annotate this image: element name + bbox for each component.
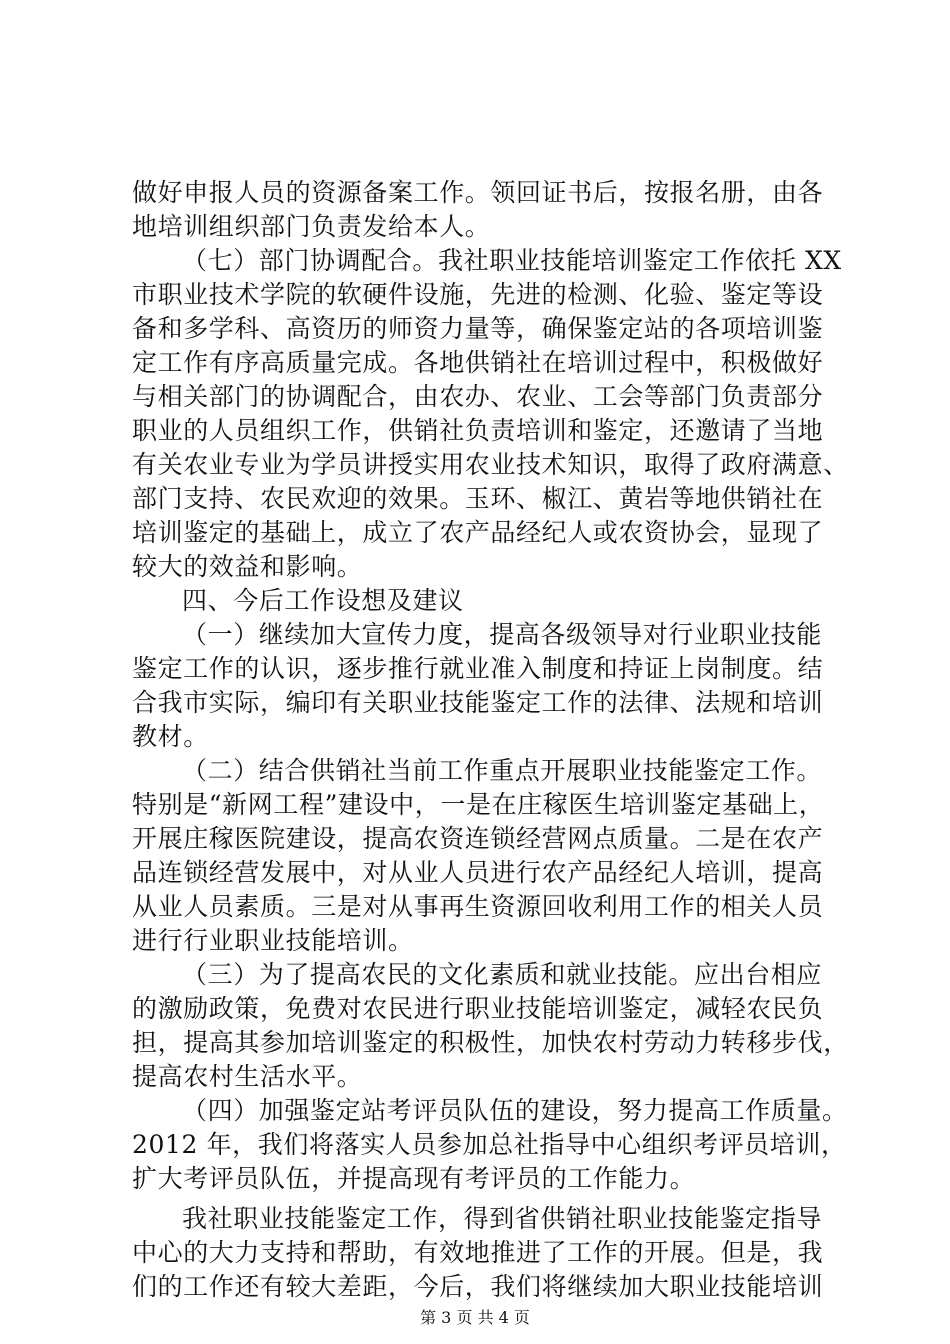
text-line: 担，提高其参加培训鉴定的积极性，加快农村劳动力转移步伐，: [132, 1028, 849, 1057]
text-line: 从业人员素质。三是对从事再生资源回收利用工作的相关人员: [132, 892, 824, 921]
text-line: 职业的人员组织工作，供销社负责培训和鉴定，还邀请了当地: [132, 416, 824, 445]
text-line: 鉴定工作的认识，逐步推行就业准入制度和持证上岗制度。结: [132, 654, 824, 683]
text-line: 品连锁经营发展中，对从业人员进行农产品经纪人培训，提高: [132, 858, 824, 887]
text-line: （七）部门协调配合。我社职业技能培训鉴定工作依托 XX: [182, 246, 842, 275]
text-line: 地培训组织部门负责发给本人。: [132, 212, 491, 241]
text-line: 的激励政策，免费对农民进行职业技能培训鉴定，减轻农民负: [132, 994, 824, 1023]
text-line: 与相关部门的协调配合，由农办、农业、工会等部门负责部分: [132, 382, 824, 411]
text-line: （四）加强鉴定站考评员队伍的建设，努力提高工作质量。: [182, 1096, 848, 1125]
text-line: 市职业技术学院的软硬件设施，先进的检测、化验、鉴定等设: [132, 280, 824, 309]
section-heading: 四、今后工作设想及建议: [182, 586, 464, 615]
page-footer: 第 3 页 共 4 页: [420, 1308, 530, 1327]
text-line: 提高农村生活水平。: [132, 1062, 363, 1091]
text-line: 我社职业技能鉴定工作，得到省供销社职业技能鉴定指导: [182, 1204, 823, 1233]
text-line: 做好申报人员的资源备案工作。领回证书后，按报名册，由各: [132, 178, 824, 207]
text-line: 特别是“新网工程”建设中，一是在庄稼医生培训鉴定基础上，: [132, 790, 825, 819]
text-line: 较大的效益和影响。: [132, 552, 363, 581]
text-line: 有关农业专业为学员讲授实用农业技术知识，取得了政府满意、: [132, 450, 849, 479]
text-line: （三）为了提高农民的文化素质和就业技能。应出台相应: [182, 960, 823, 989]
text-line: 开展庄稼医院建设，提高农资连锁经营网点质量。二是在农产: [132, 824, 824, 853]
text-line: （一）继续加大宣传力度，提高各级领导对行业职业技能: [182, 620, 823, 649]
text-line: 定工作有序高质量完成。各地供销社在培训过程中，积极做好: [132, 348, 824, 377]
text-line: 们的工作还有较大差距，今后，我们将继续加大职业技能培训: [132, 1272, 824, 1301]
text-line: 教材。: [132, 722, 209, 751]
text-line: （二）结合供销社当前工作重点开展职业技能鉴定工作。: [182, 756, 823, 785]
text-line: 培训鉴定的基础上，成立了农产品经纪人或农资协会，显现了: [132, 518, 824, 547]
text-line: 部门支持、农民欢迎的效果。玉环、椒江、黄岩等地供销社在: [132, 484, 824, 513]
text-line: 进行行业职业技能培训。: [132, 926, 414, 955]
text-line: 中心的大力支持和帮助，有效地推进了工作的开展。但是，我: [132, 1238, 824, 1267]
text-line: 备和多学科、高资历的师资力量等，确保鉴定站的各项培训鉴: [132, 314, 824, 343]
text-line: 扩大考评员队伍，并提高现有考评员的工作能力。: [132, 1164, 696, 1193]
text-line: 合我市实际，编印有关职业技能鉴定工作的法律、法规和培训: [132, 688, 824, 717]
text-line: 2012 年，我们将落实人员参加总社指导中心组织考评员培训，: [132, 1130, 847, 1159]
